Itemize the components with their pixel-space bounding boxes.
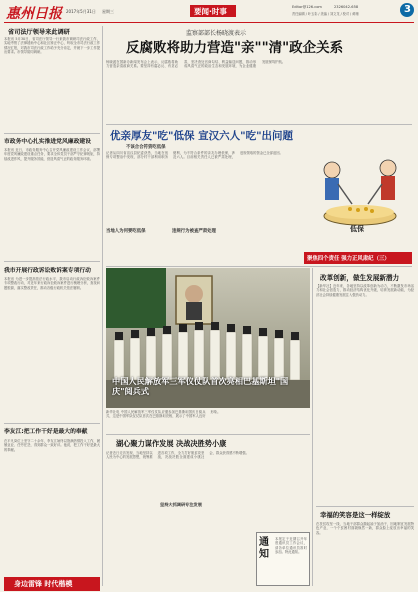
right-article-2-body: 在扶贫攻坚一线，当地干部群众撸起袖子加油干，因地制宜发展特色产业，一个个贫困村面貌焕然一新，群众脸上绽放出幸福的笑容。 <box>316 522 414 535</box>
lowincome-cartoon <box>310 146 410 238</box>
issue-weekday: 星期三 <box>102 9 114 14</box>
issue-date: 2017年5月31日 <box>66 9 96 14</box>
page-number-badge <box>400 3 414 17</box>
top-article-kicker: 监察部部长杨晓渡表示 <box>186 30 247 37</box>
divider <box>4 133 100 134</box>
bottom-article <box>106 436 310 586</box>
right-article-2-headline: 幸福的笑容是这一样绽放 <box>320 511 391 519</box>
contact-email: Editor@126.com <box>292 5 322 9</box>
cartoon-caption: 低保 <box>350 225 364 233</box>
divider <box>106 266 412 267</box>
divider <box>316 506 414 507</box>
notice-title: 通知 <box>259 537 269 560</box>
right-article-1-headline: 改革创新，做生发展新潜力 <box>320 274 400 282</box>
notice-box <box>256 532 310 586</box>
left-column <box>4 25 100 592</box>
top-article-body: 杨晓渡在国新办新闻发布会上表示，反腐败将助力营造亲清政商关系。要坚持有腐必反、有贪必肃，坚决查处官商勾结、利益输送问题，推动形成风清气正的政治生态和发展环境，为企业健康发展保驾护航。 <box>106 60 286 69</box>
left-article-2-headline: 市政务中心扎实推进党风廉政建设 <box>4 139 91 145</box>
right-column <box>316 268 414 586</box>
divider <box>106 124 412 125</box>
series-banner-title: 聚焦四个责任 强力正风肃纪（三） <box>307 256 390 262</box>
parade-photo <box>106 268 310 408</box>
column-divider <box>102 26 103 586</box>
editors-line: 责任编辑 / 叶玉彩 / 美编 / 刘文龙 / 校对 / 黄珊 <box>292 12 359 16</box>
newspaper-logo: 惠州日报 <box>6 6 62 22</box>
left-article-4-body: 在平凡岗位上坚守二十余年，李友江始终以饱满热情投入工作，兢兢业业、任劳任怨，得到群众一致好评。他说，把工作干好是最大的奉献。 <box>4 439 100 452</box>
photo-body: 新华社电 中国人民解放军三军仪仗队应邀参加巴基斯坦国庆日阅兵式，这是中国军队仪仗队首次在巴基斯坦亮相，展示了中国军人良好形象。 <box>106 410 221 419</box>
left-footer-banner <box>4 577 100 591</box>
middle-article-body: 记者从四川省宣汉县纪委获悉，当地在低保专项整治中发现，部分村干部利用职务便利，为不符合条件的亲友办理低保，涉及六人。目前相关责任人已被严肃处理，违规领取的资金已全部追回。 <box>106 151 283 160</box>
series-banner <box>304 252 412 264</box>
middle-subhead-3: 当地人为何要吃低保 <box>106 229 146 234</box>
section-tag <box>190 5 236 17</box>
section-tag-label: 要闻·时事 <box>194 7 227 16</box>
bottom-article-headline: 湖心聚力谋作发展 决战决胜势小康 <box>116 439 227 448</box>
middle-subhead-2: 违规行为被查严肃处理 <box>172 229 216 234</box>
contact-phone: 2326042-658 <box>334 5 359 9</box>
photo-caption: 中国人民解放军三军仪仗队首次亮相巴基斯坦"国庆"阅兵式 <box>112 376 289 396</box>
top-article-headline: 反腐败将助力营造"亲""清"政企关系 <box>126 40 344 56</box>
left-article-4-headline: 李友江:把工作干好是最大的奉献 <box>4 429 88 435</box>
notice-body: 本报定于近期召开年度通讯员工作会议，请各单位通讯员准时参加。特此通知。 <box>275 537 307 555</box>
divider <box>4 423 100 424</box>
divider <box>4 261 100 262</box>
left-article-3-body: 本报讯 为进一步提高依法行政水平，我市启动行政诉讼败诉案件专项整改行动，对近年来行政诉讼败诉案件进行梳理分析，查找问题根源，落实整改责任，推动各级行政机关依法履职。 <box>4 277 100 290</box>
bottom-subhead: 坚持大抓调研专注发展 <box>160 502 202 507</box>
left-article-1-headline: 省司法厅领导来此调研 <box>8 29 70 36</box>
column-divider <box>312 268 313 586</box>
bottom-article-body: 记者近日走访发现，当地坚持以人民为中心的发展思想，统筹推进各项工作，全力打好脱贫攻坚战，决战决胜全面建成小康社会，群众获得感不断增强。 <box>106 451 249 460</box>
middle-subhead-1: 不该合合符资吃低保 <box>126 145 166 150</box>
page-number: 3 <box>404 4 411 15</box>
left-article-1-body: 本报讯 5月30日，省司法厅领导一行来我市调研司法行政工作，实地考察了法律援助中心和社区矫正中心，听取全市司法行政工作情况汇报，对我市司法行政工作给予充分肯定，并就下一步工作提出要求。市领导陪同调研。 <box>4 37 100 55</box>
top-article <box>106 26 412 122</box>
masthead <box>0 0 418 24</box>
left-footer-title: 身边雷锋 时代楷模 <box>14 580 73 588</box>
left-article-3-headline: 我市开展行政诉讼败诉案专项行动 <box>4 268 91 274</box>
divider <box>106 434 310 435</box>
middle-article <box>106 126 412 266</box>
left-article-2-body: 本报讯 近日，市政务服务中心召开党风廉政建设工作会议，部署年度党风廉政建设重点任务，要求全体党员干部严守纪律规矩，持续改进作风，提升服务效能，营造风清气正的政务服务环境。 <box>4 148 100 161</box>
masthead-rule <box>4 22 414 23</box>
middle-article-headline: 优亲厚友"吃"低保 宣汉六人"吃"出问题 <box>110 130 294 142</box>
right-article-1-body: 【新华社】近年来，各地坚持以改革创新为动力，不断激发市场活力和社会创造力，推动经济结构优化升级，培育发展新动能，为经济社会持续健康发展注入强劲动力。 <box>316 284 414 297</box>
